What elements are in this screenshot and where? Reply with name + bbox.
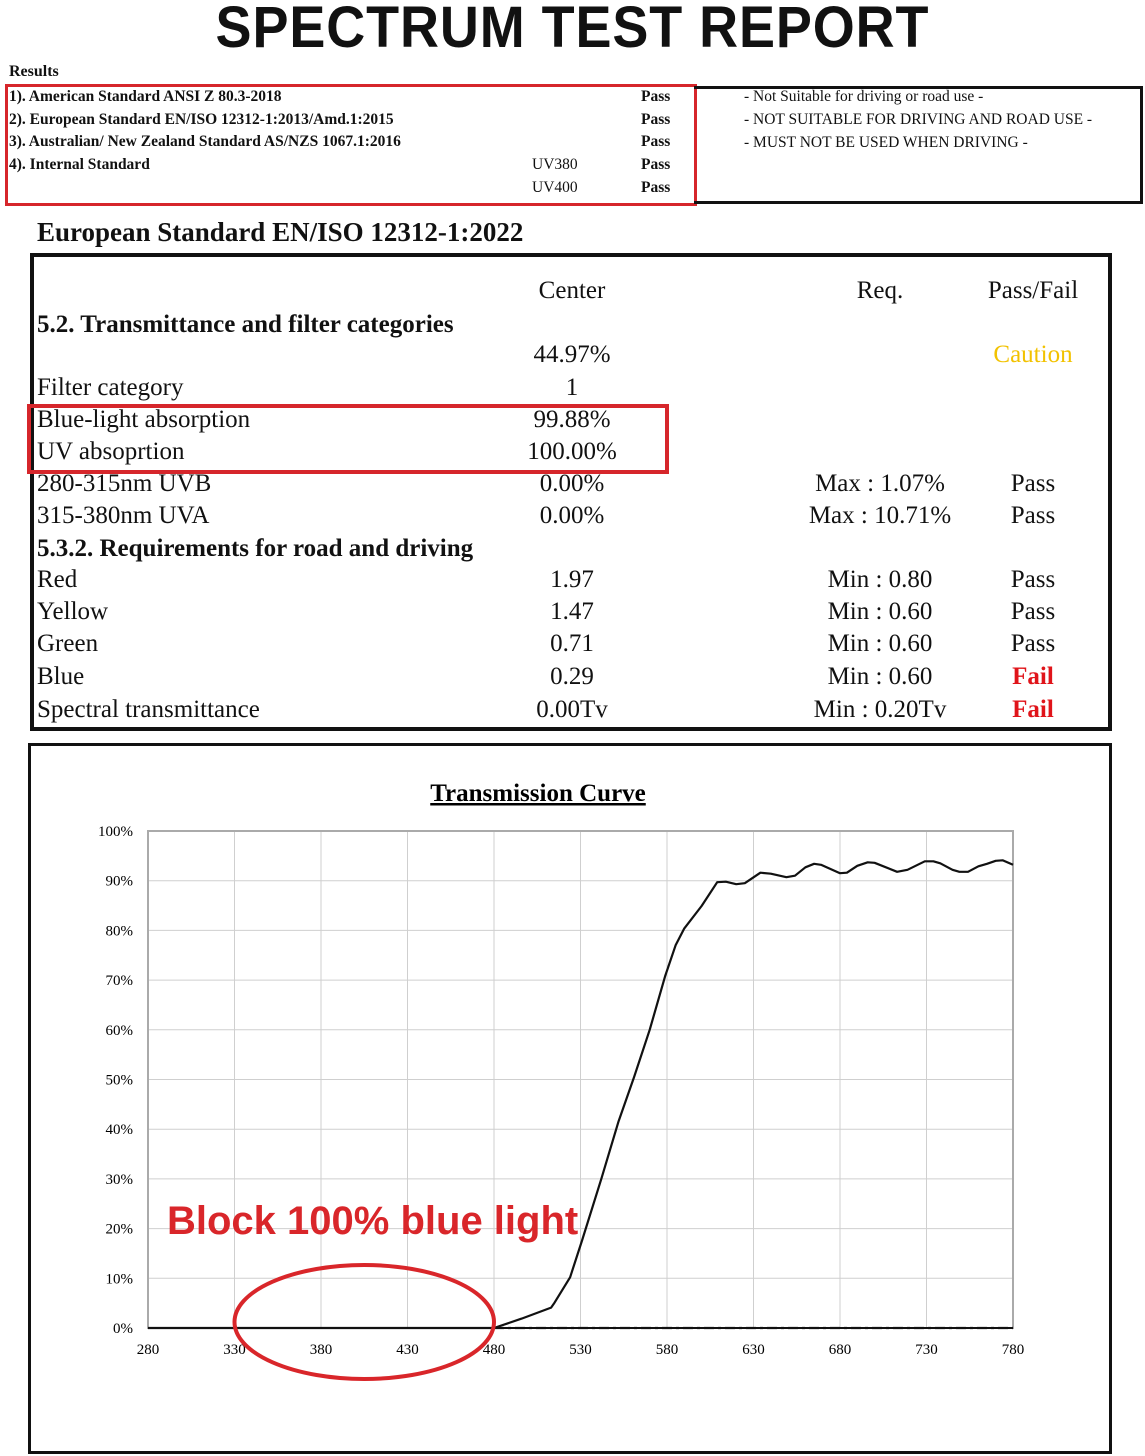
result-status: Pass [641, 88, 671, 105]
y-tick-label: 100% [98, 824, 133, 840]
x-tick-label: 430 [396, 1342, 419, 1358]
y-tick-label: 20% [105, 1221, 133, 1238]
y-tick-label: 70% [105, 973, 133, 990]
result-status: Pass [641, 179, 671, 196]
x-tick-label: 280 [136, 1342, 160, 1358]
report-title: SPECTRUM TEST REPORT [215, 0, 930, 60]
row-label: 280-315nm UVB [37, 470, 212, 497]
iso-standard-title: European Standard EN/ISO 12312-1:2022 [37, 217, 524, 247]
row-label: Green [37, 630, 99, 657]
x-tick-label: 530 [569, 1342, 592, 1358]
row-label: Blue-light absorption [37, 406, 251, 433]
result-status: Pass [641, 156, 671, 173]
x-tick-label: 480 [482, 1342, 506, 1358]
annotation-text: Block 100% blue light [167, 1199, 579, 1243]
row-req: Min : 0.60 [827, 598, 933, 625]
row-req: Min : 0.20Tv [813, 696, 947, 723]
row-label: Yellow [37, 598, 109, 625]
note-line: - MUST NOT BE USED WHEN DRIVING - [744, 134, 1028, 151]
row-center: 99.88% [533, 406, 611, 433]
result-name: 3). Australian/ New Zealand Standard AS/NZS 1067.1:2016 [9, 133, 401, 150]
x-tick-label: 380 [309, 1342, 333, 1358]
row-center: 100.00% [527, 438, 617, 465]
row-req: Min : 0.80 [827, 566, 933, 593]
row-label: Blue [37, 663, 85, 690]
y-tick-label: 80% [105, 923, 133, 940]
row-pass-fail: Pass [1010, 470, 1056, 497]
y-tick-label: 50% [105, 1072, 133, 1089]
note-line: - Not Suitable for driving or road use - [744, 88, 984, 105]
row-center: 0.00% [539, 470, 605, 497]
row-req: Max : 10.71% [808, 502, 952, 529]
chart-title: Transmission Curve [430, 780, 646, 807]
result-name: 1). American Standard ANSI Z 80.3-2018 [9, 88, 282, 105]
section-transmittance: 5.2. Transmittance and filter categories [37, 311, 454, 338]
row-label: Spectral transmittance [37, 696, 260, 723]
y-tick-label: 10% [105, 1271, 133, 1288]
row-pass-fail: Pass [1010, 566, 1056, 593]
result-sub: UV400 [532, 179, 578, 196]
row-label: UV absoprtion [37, 438, 185, 465]
result-name: 2). European Standard EN/ISO 12312-1:2013/Amd.1:2015 [9, 111, 394, 128]
x-tick-label: 630 [742, 1342, 765, 1358]
row-pass-fail: Pass [1010, 630, 1056, 657]
y-tick-label: 60% [105, 1022, 133, 1039]
x-tick-label: 580 [655, 1342, 679, 1358]
y-tick-label: 90% [105, 873, 133, 890]
results-label: Results [9, 63, 59, 80]
row-center: 0.00% [539, 502, 605, 529]
section-road-driving: 5.3.2. Requirements for road and driving [37, 535, 474, 562]
note-line: - NOT SUITABLE FOR DRIVING AND ROAD USE - [744, 111, 1093, 128]
x-tick-label: 780 [1001, 1342, 1025, 1358]
result-sub: UV380 [532, 156, 578, 173]
x-tick-label: 330 [223, 1342, 246, 1358]
row-center: 1.47 [550, 598, 594, 625]
row-center: 1 [565, 374, 579, 401]
row-center: 0.71 [550, 630, 594, 657]
y-tick-label: 0% [113, 1321, 133, 1337]
transmittance-status: Caution [993, 341, 1073, 368]
result-status: Pass [641, 133, 671, 150]
annotation-ellipse [235, 1265, 495, 1379]
row-pass-fail: Fail [1012, 663, 1054, 690]
x-tick-label: 680 [828, 1342, 852, 1358]
header-pass-fail: Pass/Fail [987, 277, 1079, 304]
row-req: Min : 0.60 [827, 663, 933, 690]
transmittance-value: 44.97% [533, 341, 611, 368]
row-center: 0.29 [550, 663, 594, 690]
x-tick-label: 730 [915, 1342, 938, 1358]
row-pass-fail: Fail [1012, 696, 1054, 723]
result-name: 4). Internal Standard [9, 156, 150, 173]
row-center: 1.97 [550, 566, 594, 593]
row-pass-fail: Pass [1010, 598, 1056, 625]
row-pass-fail: Pass [1010, 502, 1056, 529]
row-label: 315-380nm UVA [37, 502, 210, 529]
result-status: Pass [641, 111, 671, 128]
y-tick-label: 40% [105, 1122, 133, 1139]
row-req: Max : 1.07% [815, 470, 945, 497]
row-label: Red [37, 566, 78, 593]
row-req: Min : 0.60 [827, 630, 933, 657]
header-center: Center [538, 277, 606, 304]
row-label: Filter category [37, 374, 184, 401]
row-center: 0.00Tv [536, 696, 608, 723]
header-req: Req. [856, 277, 904, 304]
y-tick-label: 30% [105, 1171, 133, 1188]
